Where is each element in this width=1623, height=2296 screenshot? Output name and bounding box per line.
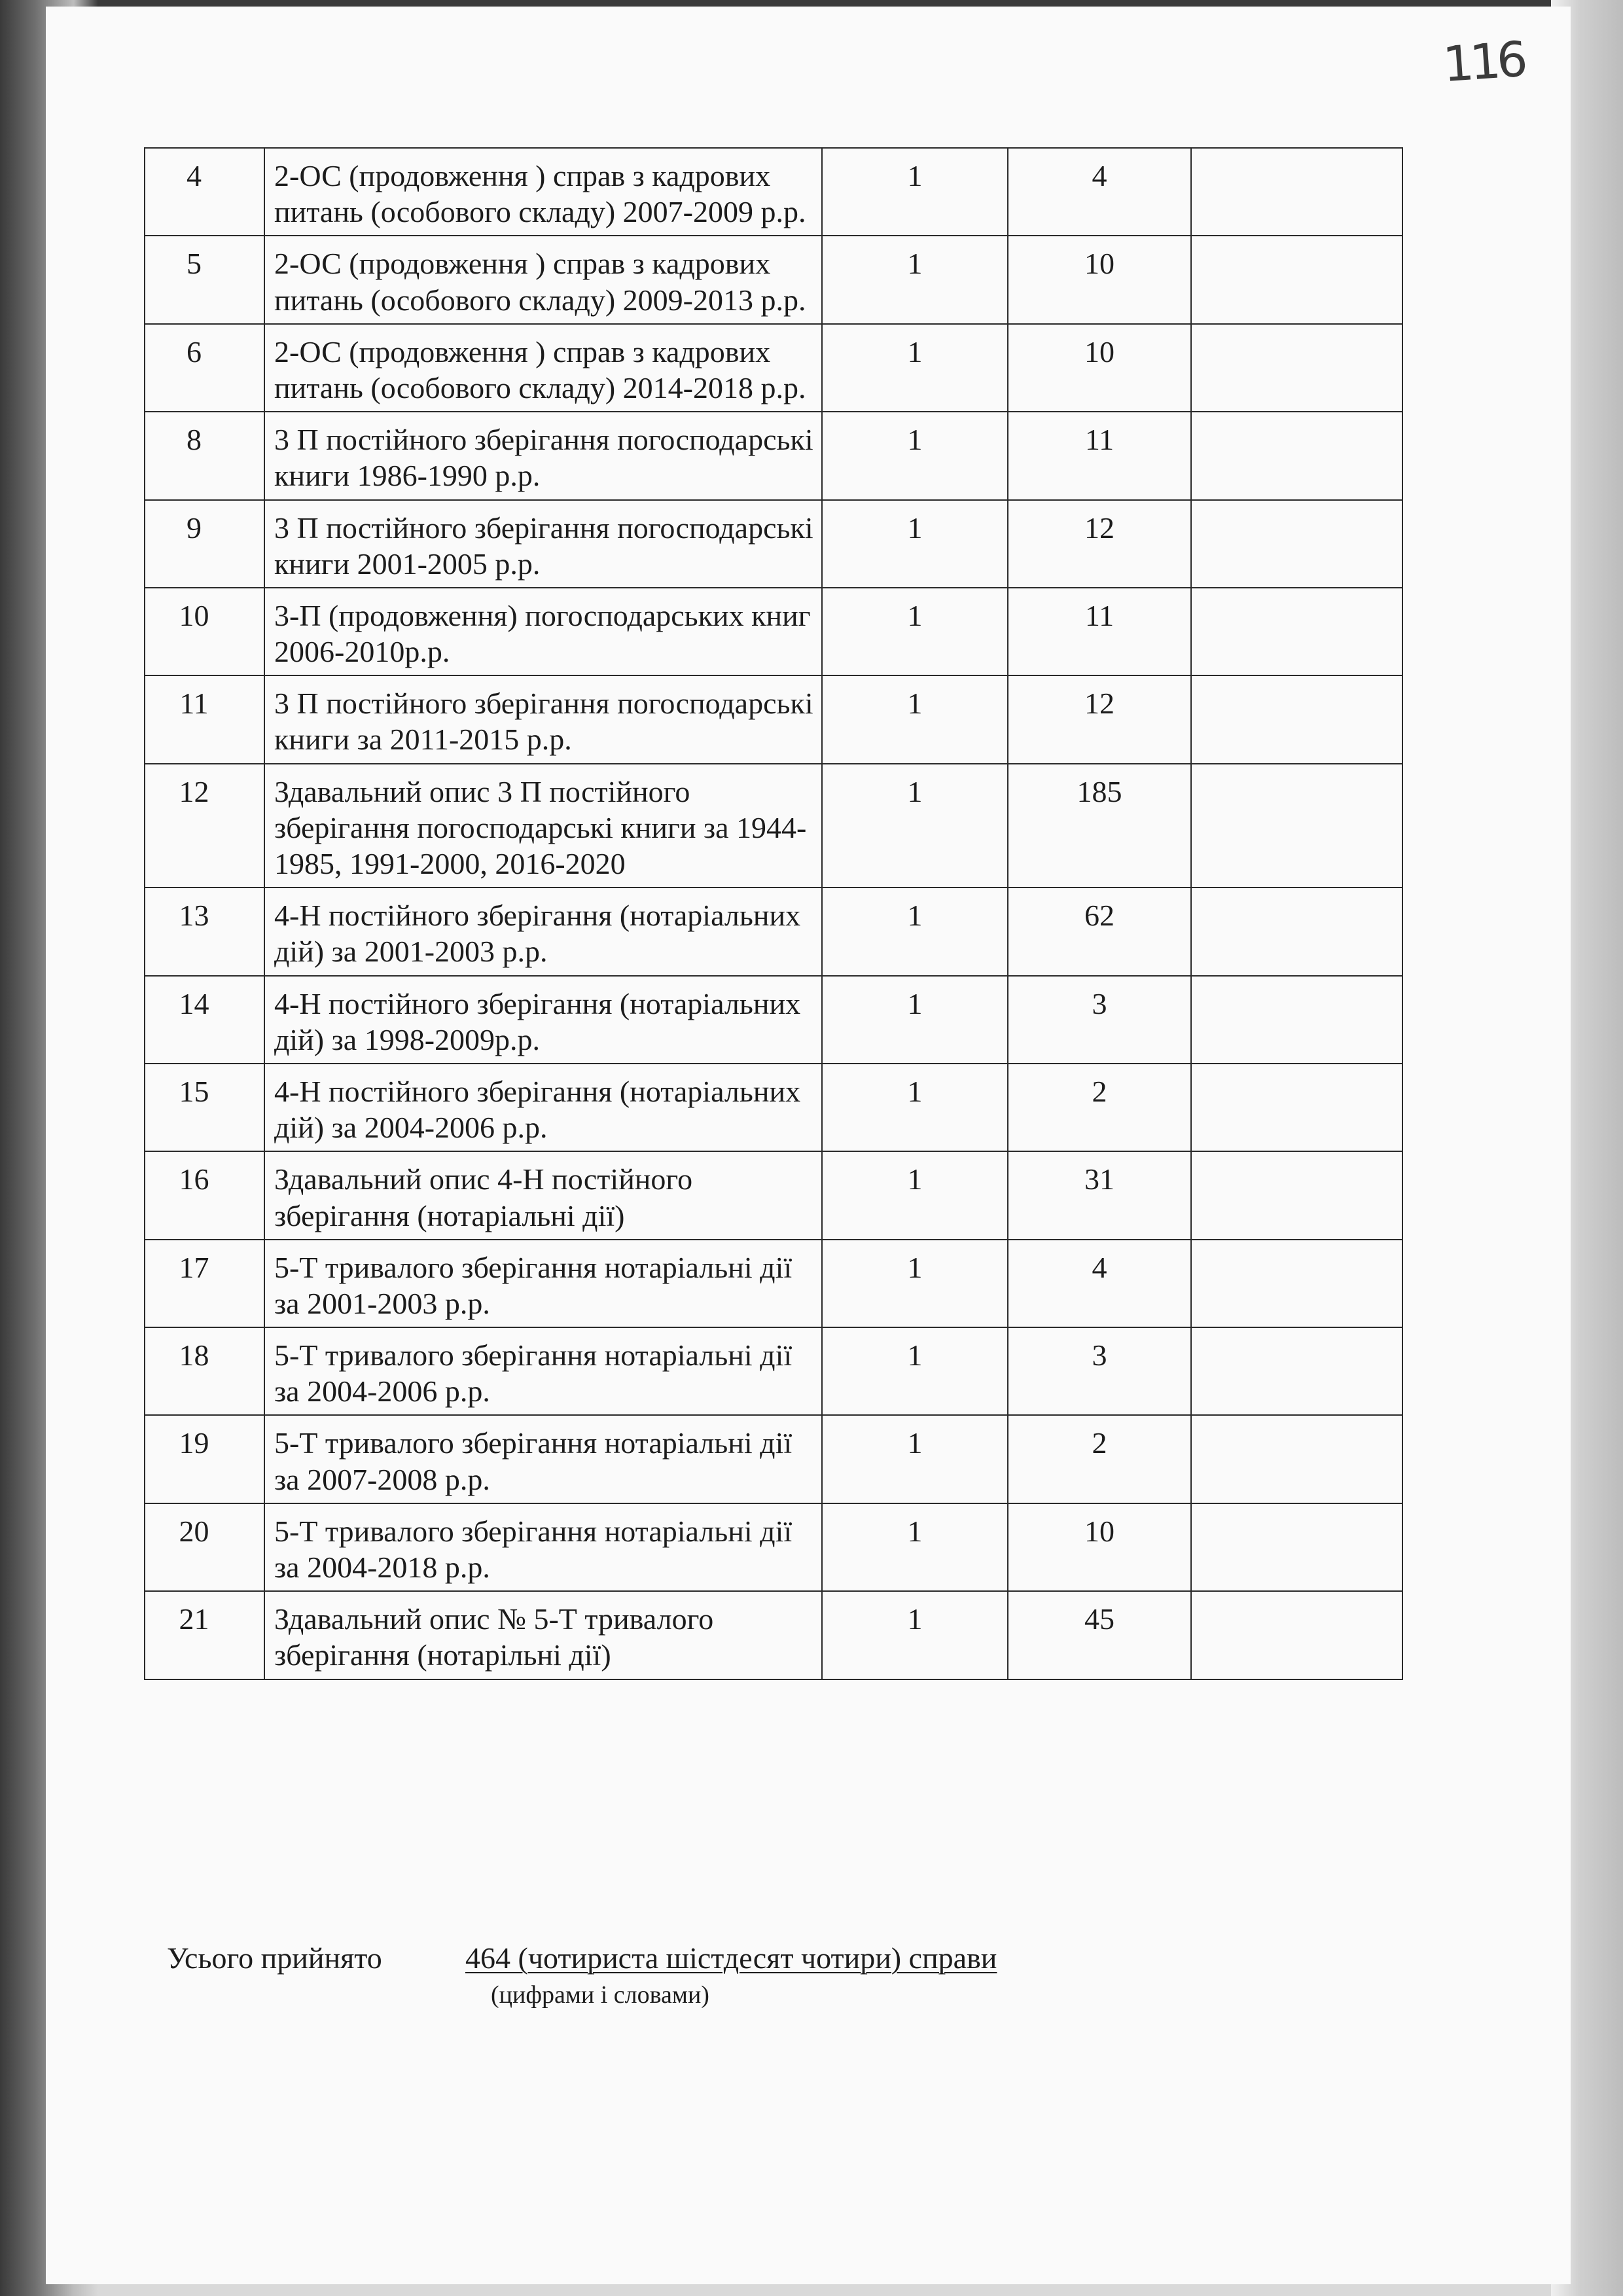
table-row [145, 1064, 1402, 1151]
table-row [145, 1327, 1402, 1415]
row-quantity-cell: 1 [822, 1151, 1008, 1239]
row-quantity-cell: 1 [822, 236, 1008, 323]
row-title-cell: Здавальний опис № 5-Т тривалого зберігання (нотарільні дії) [264, 1591, 822, 1679]
row-files-cell: 2 [1008, 1415, 1191, 1503]
row-note-cell [1191, 148, 1402, 236]
row-title-cell: 3-П (продовження) погосподарських книг 2006-2010р.р. [264, 588, 822, 675]
row-title-cell: Здавальний опис 4-Н постійного зберігання (нотаріальні дії) [264, 1151, 822, 1239]
row-files-cell: 4 [1008, 148, 1191, 236]
row-title-cell: 2-ОС (продовження ) справ з кадрових питань (особового складу) 2014-2018 р.р. [264, 324, 822, 412]
row-quantity-cell: 1 [822, 1503, 1008, 1591]
row-files-cell: 185 [1008, 764, 1191, 888]
summary-value: 464 (чотириста шістдесят чотири) справи [465, 1941, 997, 1975]
row-files-cell: 11 [1008, 412, 1191, 499]
row-number-cell: 13 [145, 888, 264, 975]
row-note-cell [1191, 764, 1402, 888]
records-table-body [145, 148, 1402, 1679]
row-title-cell: 3 П постійного зберігання погосподарські книги 1986-1990 р.р. [264, 412, 822, 499]
summary-hint: (цифрами і словами) [491, 1981, 709, 2009]
table-row [145, 1240, 1402, 1327]
row-number-cell: 12 [145, 764, 264, 888]
table-row [145, 500, 1402, 588]
row-quantity-cell: 1 [822, 500, 1008, 588]
table-row [145, 976, 1402, 1064]
row-quantity-cell: 1 [822, 1064, 1008, 1151]
row-title-cell: 2-ОС (продовження ) справ з кадрових питань (особового складу) 2007-2009 р.р. [264, 148, 822, 236]
row-note-cell [1191, 1591, 1402, 1679]
row-title-cell: 5-Т тривалого зберігання нотаріальні дії за 2004-2006 р.р. [264, 1327, 822, 1415]
row-number-cell: 16 [145, 1151, 264, 1239]
row-files-cell: 10 [1008, 1503, 1191, 1591]
row-note-cell [1191, 1415, 1402, 1503]
row-number-cell: 21 [145, 1591, 264, 1679]
row-files-cell: 45 [1008, 1591, 1191, 1679]
handwritten-page-number: 116 [1441, 31, 1526, 94]
row-files-cell: 12 [1008, 500, 1191, 588]
row-quantity-cell: 1 [822, 412, 1008, 499]
row-number-cell: 18 [145, 1327, 264, 1415]
row-title-cell: 3 П постійного зберігання погосподарські книги 2001-2005 р.р. [264, 500, 822, 588]
row-quantity-cell: 1 [822, 764, 1008, 888]
row-quantity-cell: 1 [822, 888, 1008, 975]
table-row [145, 764, 1402, 888]
row-quantity-cell: 1 [822, 324, 1008, 412]
row-files-cell: 11 [1008, 588, 1191, 675]
row-files-cell: 62 [1008, 888, 1191, 975]
table-row [145, 1151, 1402, 1239]
table-row [145, 1503, 1402, 1591]
table-row [145, 888, 1402, 975]
table-row [145, 148, 1402, 236]
row-number-cell: 20 [145, 1503, 264, 1591]
table-row [145, 1415, 1402, 1503]
row-note-cell [1191, 236, 1402, 323]
row-note-cell [1191, 412, 1402, 499]
row-files-cell: 10 [1008, 236, 1191, 323]
summary-line [167, 1941, 997, 1975]
row-note-cell [1191, 324, 1402, 412]
table-row [145, 675, 1402, 763]
row-number-cell: 17 [145, 1240, 264, 1327]
summary-label: Усього прийнято [167, 1941, 382, 1975]
row-quantity-cell: 1 [822, 1591, 1008, 1679]
row-files-cell: 4 [1008, 1240, 1191, 1327]
row-files-cell: 12 [1008, 675, 1191, 763]
table-row [145, 1591, 1402, 1679]
row-number-cell: 11 [145, 675, 264, 763]
row-files-cell: 10 [1008, 324, 1191, 412]
row-number-cell: 9 [145, 500, 264, 588]
row-note-cell [1191, 500, 1402, 588]
row-note-cell [1191, 1327, 1402, 1415]
row-number-cell: 8 [145, 412, 264, 499]
row-title-cell: 4-Н постійного зберігання (нотаріальних дій) за 1998-2009р.р. [264, 976, 822, 1064]
row-title-cell: 4-Н постійного зберігання (нотаріальних дій) за 2001-2003 р.р. [264, 888, 822, 975]
table-row [145, 412, 1402, 499]
row-number-cell: 6 [145, 324, 264, 412]
row-number-cell: 4 [145, 148, 264, 236]
row-number-cell: 19 [145, 1415, 264, 1503]
row-note-cell [1191, 976, 1402, 1064]
row-quantity-cell: 1 [822, 976, 1008, 1064]
row-note-cell [1191, 1503, 1402, 1591]
row-note-cell [1191, 888, 1402, 975]
row-note-cell [1191, 675, 1402, 763]
row-title-cell: 3 П постійного зберігання погосподарські книги за 2011-2015 р.р. [264, 675, 822, 763]
row-title-cell: 5-Т тривалого зберігання нотаріальні дії за 2004-2018 р.р. [264, 1503, 822, 1591]
table-row [145, 324, 1402, 412]
row-title-cell: 2-ОС (продовження ) справ з кадрових питань (особового складу) 2009-2013 р.р. [264, 236, 822, 323]
row-note-cell [1191, 1064, 1402, 1151]
row-title-cell: 4-Н постійного зберігання (нотаріальних дій) за 2004-2006 р.р. [264, 1064, 822, 1151]
row-title-cell: 5-Т тривалого зберігання нотаріальні дії за 2007-2008 р.р. [264, 1415, 822, 1503]
row-number-cell: 5 [145, 236, 264, 323]
row-title-cell: 5-Т тривалого зберігання нотаріальні дії за 2001-2003 р.р. [264, 1240, 822, 1327]
row-quantity-cell: 1 [822, 1415, 1008, 1503]
row-files-cell: 31 [1008, 1151, 1191, 1239]
row-number-cell: 14 [145, 976, 264, 1064]
row-quantity-cell: 1 [822, 588, 1008, 675]
row-number-cell: 10 [145, 588, 264, 675]
row-note-cell [1191, 1240, 1402, 1327]
row-note-cell [1191, 588, 1402, 675]
row-files-cell: 3 [1008, 1327, 1191, 1415]
table-row [145, 236, 1402, 323]
table-row [145, 588, 1402, 675]
row-quantity-cell: 1 [822, 1327, 1008, 1415]
row-quantity-cell: 1 [822, 148, 1008, 236]
row-files-cell: 2 [1008, 1064, 1191, 1151]
row-quantity-cell: 1 [822, 1240, 1008, 1327]
row-title-cell: Здавальний опис 3 П постійного зберігання погосподарські книги за 1944-1985, 1991-2000, 2016-2020 [264, 764, 822, 888]
records-table [144, 147, 1403, 1680]
row-files-cell: 3 [1008, 976, 1191, 1064]
row-number-cell: 15 [145, 1064, 264, 1151]
row-quantity-cell: 1 [822, 675, 1008, 763]
row-note-cell [1191, 1151, 1402, 1239]
